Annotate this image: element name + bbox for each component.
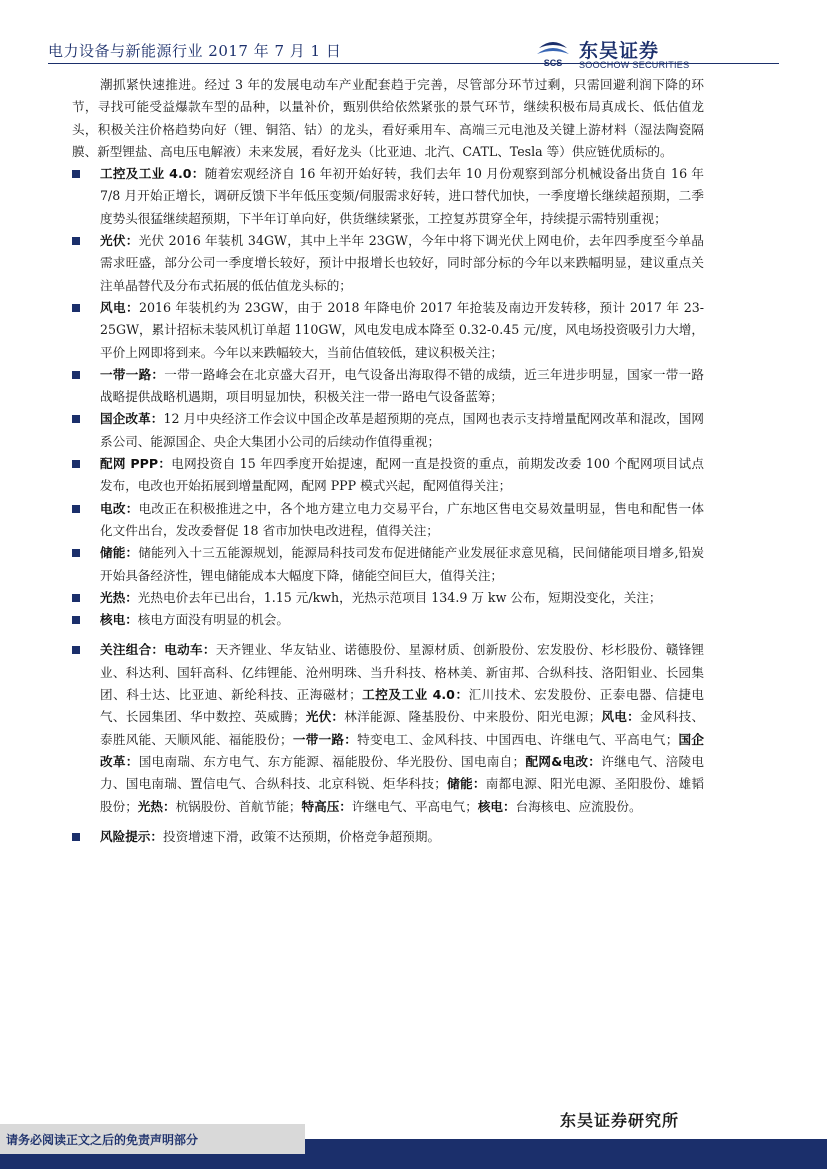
group-label: 电动车： [164,642,216,658]
lead-paragraph: 潮抓紧快速推进。经过 3 年的发展电动车产业配套趋于完善，尽管部分环节过剩，只需回避利润下降的环节，寻找可能受益爆款车型的品种，以量补价，甄别供给依然紧张的景气环节，继续积极布局真成长、低估值龙头，积极关注价格趋势向好（锂、铜箔、钴）的龙头，看好乘用车、高端三元电池及关键上游材料（湿法陶瓷隔膜、新型锂盐、高电压电解液）未来发展，看好龙头（比亚迪、北汽、CATL、Tesla 等）供应链优质标的。 [72,77,704,159]
risk-item [72,826,704,848]
footer-brand: 东吴证券研究所 [560,1111,680,1130]
group-label: 储能： [446,776,486,792]
group-text: 许继电气、涪陵电力、国电南瑞、置信电气、合纵科技、北京科锐、炬华科技； [100,753,705,792]
section-text: 12 月中央经济工作会议中国企改革是超预期的亮点，国网也表示支持增量配网改革和混改，国网系公司、能源国企、央企大集团小公司的后续动作值得重视； [100,411,705,449]
logo-chinese-name: 东吴证券 [579,40,660,62]
portfolio-item [72,639,704,817]
bullet-icon [72,594,80,602]
company-logo [535,38,705,72]
group-text: 南都电源、阳光电源、圣阳股份、雄韬股份； [100,776,705,814]
group-label: 国企改革： [100,731,705,769]
group-label: 一带一路： [292,731,358,747]
section-text: 电网投资自 15 年四季度开始提速，配网一直是投资的重点，前期发改委 100 个配网项目试点发布，电改也开始拓展到增量配网，配网 PPP 模式兴起，配网值得关注； [100,456,704,494]
bullet-icon [72,304,80,312]
section-text: 电改正在积极推进之中，各个地方建立电力交易平台，广东地区售电交易效量明显，售电和配售一体化文件出台，发改委督促 18 省市加快电改进程，值得关注； [100,500,705,538]
group-text: 台海核电、应流股份。 [515,798,642,814]
section-label: 核电： [100,612,138,628]
section-label: 储能： [100,545,139,561]
footer-disclaimer: 请务必阅读正文之后的免责声明部分 [6,1133,199,1147]
section-label: 配网 PPP： [100,456,172,472]
section-item-guoqi [72,408,704,453]
section-item-peiwang [72,453,704,498]
group-text: 天齐锂业、华友钴业、诺德股份、星源材质、创新股份、宏发股份、杉杉股份、赣锋锂业、科达利、国轩高科、亿纬锂能、沧州明珠、当升科技、格林美、新宙邦、合纵科技、洛阳钼业、长园集团、科士达、比亚迪、新纶科技、正海磁材； [100,642,705,703]
group-text: 许继电气、平高电气； [351,798,478,814]
section-text: 2016 年装机约为 23GW，由于 2018 年降电价 2017 年抢装及南边开发转移，预计 2017 年 23-25GW，累计招标未装风机订单超 110GW，风电发电成本降至 0.32-0.45 元/度，风电场投资吸引力大增，平价上网即将到来。今年以来跌幅较大，当前估值较低，建议积极关注； [100,299,704,360]
risk-label: 风险提示： [100,828,163,844]
risk-text: 投资增速下滑，政策不达预期，价格竞争超预期。 [162,828,441,844]
group-label: 光伏： [305,709,345,725]
group-label: 特高压： [301,798,352,814]
group-text: 林洋能源、隆基股份、中来股份、阳光电源； [344,709,602,725]
group-text: 金风科技、泰胜风能、天顺风能、福能股份； [100,709,705,747]
section-text: 核电方面没有明显的机会。 [137,612,289,628]
report-body [72,74,704,848]
group-label: 工控及工业 4.0： [361,687,469,703]
section-label: 光热： [100,589,138,605]
group-label: 风电： [601,709,641,725]
bullet-icon [72,237,80,245]
section-label: 电改： [100,500,139,516]
group-text: 特变电工、金风科技、中国西电、许继电气、平高电气； [357,731,679,747]
bullet-icon [72,833,80,841]
group-label: 配网&电改： [525,753,602,769]
section-item-guangfu [72,230,704,297]
section-label: 风电： [100,299,139,315]
portfolio-label: 关注组合： [100,642,165,658]
bullet-icon [72,646,80,654]
section-item-hedian [72,609,704,631]
bullet-icon [72,460,80,468]
section-item-chuneng [72,542,704,587]
section-item-guangre [72,587,704,609]
section-text: 一带一路峰会在北京盛大召开，电气设备出海取得不错的成绩，近三年进步明显，国家一带一路战略提供战略机遇期，项目明显加快，积极关注一带一路电气设备蓝筹； [100,366,705,405]
section-item-gongkong [72,163,704,230]
bullet-icon [72,170,80,178]
section-item-yidaiyilu [72,364,704,409]
section-text: 光热电价去年已出台，1.15 元/kwh，光热示范项目 134.9 万 kw 公布，短期没变化，关注； [137,589,662,605]
group-text: 国电南瑞、东方电气、东方能源、福能股份、华光股份、国电南自； [138,753,526,769]
bullet-icon [72,616,80,624]
group-label: 光热： [137,798,176,814]
section-item-diangai [72,498,704,543]
section-label: 工控及工业 4.0： [100,166,205,182]
bullet-icon [72,415,80,423]
section-label: 光伏： [100,233,139,249]
section-label: 国企改革： [100,411,164,427]
section-label: 一带一路： [100,366,165,382]
logo-mark-text: SCS [543,58,563,68]
section-item-fengdian [72,297,704,364]
logo-english-name: SOOCHOW SECURITIES [579,60,690,70]
section-text: 储能列入十三五能源规划，能源局科技司发布促进储能产业发展征求意见稿，民间储能项目增多,铅炭开始具备经济性，锂电储能成本大幅度下降，储能空间巨大，值得关注； [100,545,704,583]
section-text: 光伏 2016 年装机 34GW，其中上半年 23GW，今年中将下调光伏上网电价，去年四季度至今单晶需求旺盛，部分公司一季度增长较好，预计中报增长也较好，同时部分标的今年以来跌幅明显，建议重点关注单晶替代及分布式拓展的低估值龙头标的； [100,233,705,293]
header-title: 电力设备与新能源行业 2017 年 7 月 1 日 [48,42,342,60]
logo-mark-icon [535,38,571,68]
group-text: 杭锅股份、首航节能； [175,798,302,814]
section-text: 随着宏观经济自 16 年初开始好转，我们去年 10 月份观察到部分机械设备出货自 16 年 7/8 月开始正增长，调研反馈下半年低压变频/伺服需求好转，进口替代加快，一季度增长继续超预期，二季度势头很猛继续超预期，下半年订单向好，供货继续紧张，工控复苏贯穿全年，持续提示需特别重视； [100,166,704,226]
bullet-icon [72,505,80,513]
group-label: 核电： [477,798,516,814]
group-text: 汇川技术、宏发股份、正泰电器、信捷电气、长园集团、华中数控、英威腾； [100,687,705,725]
bullet-icon [72,371,80,379]
bullet-icon [72,549,80,557]
